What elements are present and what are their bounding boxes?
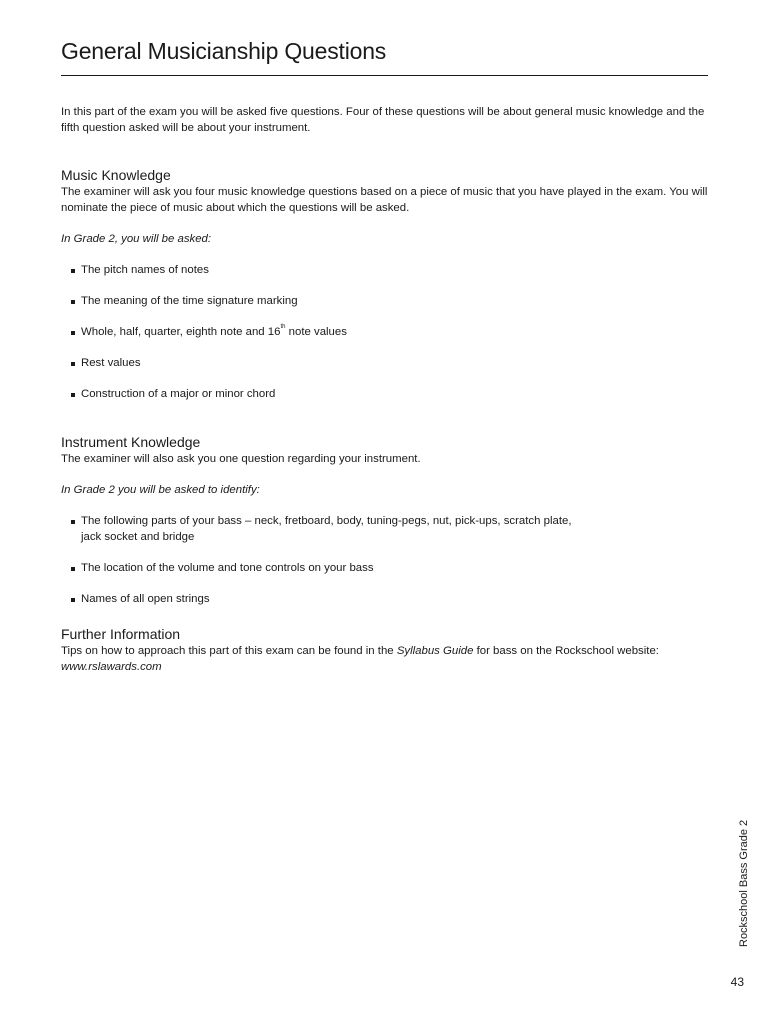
note-values-text: Whole, half, quarter, eighth note and 16 (81, 326, 281, 338)
instrument-knowledge-list (61, 513, 711, 607)
intro-paragraph: In this part of the exam you will be asked five questions. Four of these questions will be about general music knowledge and the fifth question asked will be about your instrument. (61, 106, 705, 134)
music-knowledge-heading: Music Knowledge (61, 167, 171, 183)
page-number: 43 (730, 975, 744, 989)
instrument-knowledge-heading: Instrument Knowledge (61, 434, 201, 450)
further-information-text-end: for bass on the Rockschool website: (473, 645, 659, 657)
instrument-knowledge-lead: In Grade 2 you will be asked to identify: (61, 484, 260, 496)
music-knowledge-body: The examiner will ask you four music knowledge questions based on a piece of music that you have played in the exam. You will nominate the piece of music about which the questions will be asked. (61, 186, 708, 214)
instrument-knowledge-section (61, 433, 711, 607)
music-knowledge-section (61, 166, 711, 402)
further-information-heading: Further Information (61, 626, 181, 642)
title-divider (61, 75, 708, 76)
list-item: Construction of a major or minor chord (61, 386, 711, 402)
further-information-body (61, 643, 711, 675)
bass-parts-line-1: The following parts of your bass – neck, fretboard, body, tuning-pegs, nut, pick-ups, scratch plate, (81, 515, 572, 527)
side-running-title: Rockschool Bass Grade 2 (738, 819, 750, 947)
superscript-th: th (280, 324, 286, 330)
rockschool-website-link[interactable]: www.rslawards.com (61, 661, 162, 673)
list-item (61, 513, 711, 545)
list-item: Names of all open strings (61, 591, 711, 607)
list-item (61, 324, 711, 340)
music-knowledge-lead: In Grade 2, you will be asked: (61, 233, 212, 245)
list-item: The meaning of the time signature marking (61, 293, 711, 309)
instrument-knowledge-body: The examiner will also ask you one question regarding your instrument. (61, 453, 421, 465)
list-item: The location of the volume and tone controls on your bass (61, 560, 711, 576)
page-content (61, 104, 711, 675)
note-values-text-end: note values (285, 326, 347, 338)
bass-parts-line-2: jack socket and bridge (81, 531, 195, 543)
music-knowledge-list (61, 262, 711, 402)
further-information-text: Tips on how to approach this part of this exam can be found in the (61, 645, 397, 657)
list-item: Rest values (61, 355, 711, 371)
syllabus-guide-title: Syllabus Guide (396, 645, 474, 657)
list-item: The pitch names of notes (61, 262, 711, 278)
further-information-section (61, 625, 711, 675)
page-title: General Musicianship Questions (61, 38, 387, 64)
